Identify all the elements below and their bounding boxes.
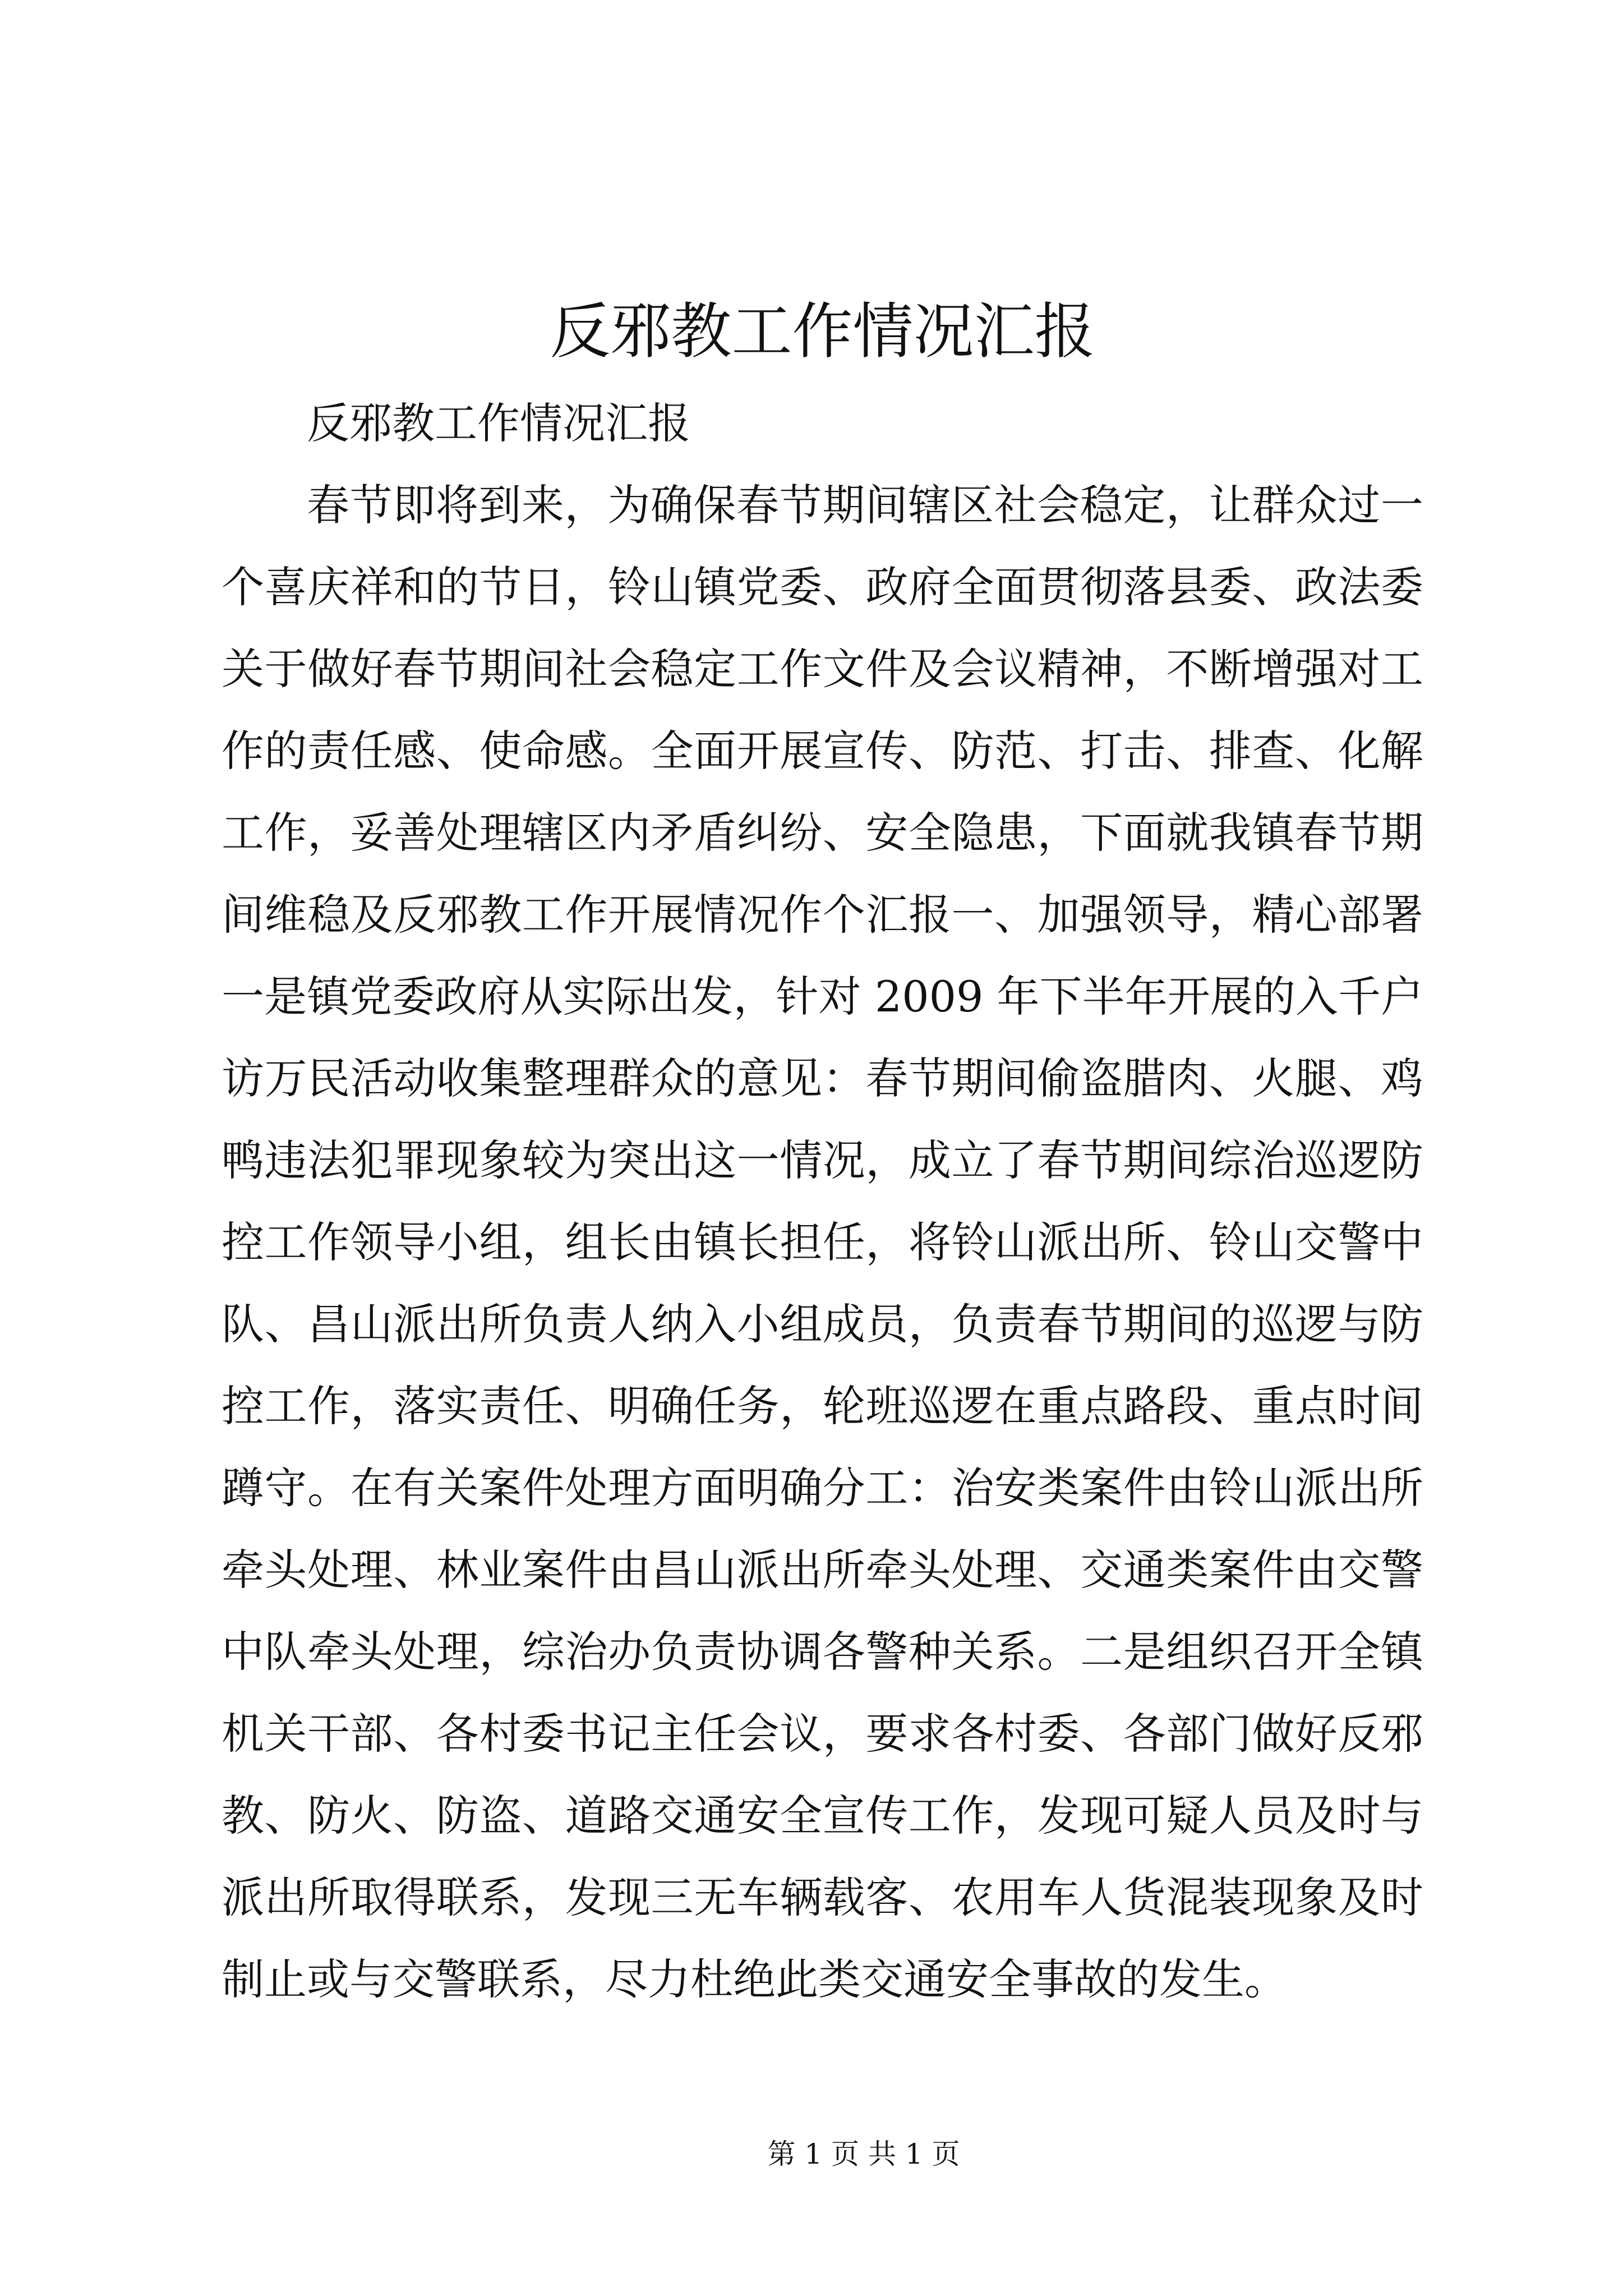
body-line: 蹲守。在有关案件处理方面明确分工：治安类案件由铃山派出所 — [222, 1463, 1423, 1513]
body-line: 个喜庆祥和的节日，铃山镇党委、政府全面贯彻落县委、政法委 — [222, 562, 1423, 612]
body-line: 制止或与交警联系，尽力杜绝此类交通安全事故的发生。 — [222, 1954, 1287, 2004]
body-line: 关于做好春节期间社会稳定工作文件及会议精神，不断增强对工 — [222, 644, 1423, 694]
body-line: 春节即将到来，为确保春节期间辖区社会稳定，让群众过一 — [307, 480, 1423, 530]
body-line: 派出所取得联系，发现三无车辆载客、农用车人货混装现象及时 — [222, 1872, 1423, 1922]
body-line: 间维稳及反邪教工作开展情况作个汇报一、加强领导，精心部署 — [222, 890, 1423, 940]
body-line: 鸭违法犯罪现象较为突出这一情况，成立了春节期间综治巡逻防 — [222, 1135, 1423, 1185]
body-line: 中队牵头处理，综治办负责协调各警种关系。二是组织召开全镇 — [222, 1627, 1423, 1677]
body-line: 牵头处理、林业案件由昌山派出所牵头处理、交通类案件由交警 — [222, 1545, 1423, 1595]
document-subtitle: 反邪教工作情况汇报 — [307, 398, 690, 448]
document-title: 反邪教工作情况汇报 — [550, 297, 1095, 367]
body-line: 控工作，落实责任、明确任务，轮班巡逻在重点路段、重点时间 — [222, 1381, 1423, 1431]
body-line: 一是镇党委政府从实际出发，针对 2009 年下半年开展的入千户 — [222, 972, 1423, 1022]
body-line: 作的责任感、使命感。全面开展宣传、防范、打击、排查、化解 — [222, 726, 1423, 776]
page-footer: 第 1 页 共 1 页 — [767, 2138, 960, 2170]
body-line: 教、防火、防盗、道路交通安全宣传工作，发现可疑人员及时与 — [222, 1791, 1423, 1841]
document-body — [222, 383, 1423, 2021]
body-line: 控工作领导小组，组长由镇长担任，将铃山派出所、铃山交警中 — [222, 1217, 1423, 1267]
body-line: 机关干部、各村委书记主任会议，要求各村委、各部门做好反邪 — [222, 1709, 1423, 1759]
body-line: 访万民活动收集整理群众的意见：春节期间偷盗腊肉、火腿、鸡 — [222, 1053, 1423, 1103]
body-line: 队、昌山派出所负责人纳入小组成员，负责春节期间的巡逻与防 — [222, 1299, 1423, 1349]
body-line: 工作，妥善处理辖区内矛盾纠纷、安全隐患，下面就我镇春节期 — [222, 808, 1423, 858]
